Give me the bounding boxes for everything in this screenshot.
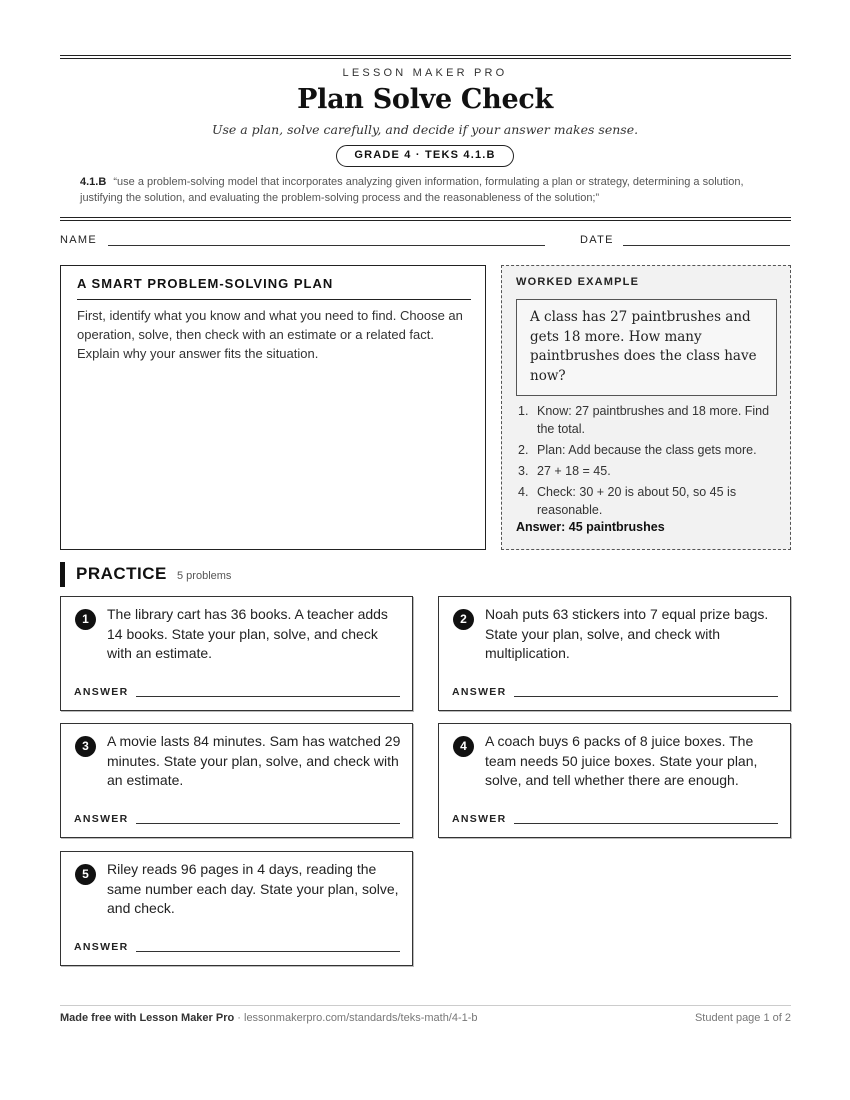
header-rule-top-1: [60, 55, 791, 56]
worked-step: [518, 462, 780, 480]
step-number: 3.: [518, 464, 529, 478]
footer-credit: [60, 1012, 478, 1024]
worked-example-answer: Answer: 45 paintbrushes: [516, 520, 665, 534]
step-text: Know: 27 paintbrushes and 18 more. Find the total.: [537, 404, 770, 436]
answer-label: ANSWER: [74, 813, 129, 825]
problem-card-4: [438, 723, 791, 838]
header-rule-bottom-2: [60, 220, 791, 221]
brand-name: LESSON MAKER PRO: [342, 67, 508, 79]
problem-text: A coach buys 6 packs of 8 juice boxes. The team needs 50 juice boxes. State your plan, solve, and tell whether there are enough.: [485, 733, 758, 788]
practice-title: PRACTICE: [76, 564, 167, 583]
problem-text: A movie lasts 84 minutes. Sam has watched 29 minutes. State your plan, solve, and check with an estimate.: [107, 733, 401, 788]
answer-label: ANSWER: [74, 941, 129, 953]
problem-text: Noah puts 63 stickers into 7 equal prize bags. State your plan, solve, and check with multiplication.: [485, 606, 769, 661]
step-text: 27 + 18 = 45.: [537, 464, 611, 478]
worked-example-box: [501, 265, 791, 550]
plan-divider: [77, 299, 471, 300]
answer-field[interactable]: [136, 951, 400, 952]
footer-brand: Made free with Lesson Maker Pro: [60, 1012, 235, 1024]
problem-number-badge: 1: [75, 609, 96, 630]
plan-heading: A SMART PROBLEM-SOLVING PLAN: [77, 276, 334, 291]
grade-badge: GRADE 4 · TEKS 4.1.B: [336, 145, 514, 167]
step-number: 1.: [518, 404, 529, 418]
page-subtitle: Use a plan, solve carefully, and decide if your answer makes sense.: [211, 122, 639, 137]
answer-label: ANSWER: [452, 686, 507, 698]
page-title: Plan Solve Check: [297, 84, 553, 115]
step-text: Check: 30 + 20 is about 50, so 45 is reasonable.: [537, 485, 737, 517]
answer-field[interactable]: [136, 696, 400, 697]
answer-label: ANSWER: [452, 813, 507, 825]
footer-divider: [60, 1005, 791, 1006]
standard-text: “use a problem-solving model that incorporates analyzing given information, formulating a plan or strategy, determining a solution, justifying the solution, and evaluating the problem-solving process and the reasonableness of the solution;”: [80, 176, 744, 204]
name-label: NAME: [60, 234, 97, 246]
problem-number-badge: 4: [453, 736, 474, 757]
page-indicator: Student page 1 of 2: [694, 1012, 791, 1024]
problem-card-1: [60, 596, 413, 711]
answer-label: ANSWER: [74, 686, 129, 698]
footer-separator: ·: [234, 1012, 244, 1024]
worked-example-heading: WORKED EXAMPLE: [516, 276, 640, 288]
problem-number-badge: 5: [75, 864, 96, 885]
answer-field[interactable]: [514, 823, 778, 824]
standard-code: 4.1.B: [80, 176, 107, 188]
worked-example-problem: A class has 27 paintbrushes and gets 18 more. How many paintbrushes does the class have now?: [516, 299, 777, 396]
step-number: 4.: [518, 485, 529, 499]
standard-description: [80, 174, 780, 206]
plan-box: [60, 265, 486, 550]
worked-step: [518, 402, 780, 438]
problem-number-badge: 2: [453, 609, 474, 630]
problem-number-badge: 3: [75, 736, 96, 757]
answer-field[interactable]: [514, 696, 778, 697]
worked-step: [518, 483, 780, 519]
problem-text: The library cart has 36 books. A teacher adds 14 books. State your plan, solve, and check with an estimate.: [107, 606, 388, 661]
practice-accent-bar: [60, 562, 65, 587]
footer-url[interactable]: lessonmakerpro.com/standards/teks-math/4-1-b: [244, 1012, 478, 1024]
problem-text: Riley reads 96 pages in 4 days, reading the same number each day. State your plan, solve, and check.: [107, 861, 399, 916]
problem-card-2: [438, 596, 791, 711]
date-label: DATE: [580, 234, 614, 246]
worked-example-steps: [518, 402, 780, 522]
practice-count: 5 problems: [177, 570, 232, 582]
date-field[interactable]: [623, 245, 790, 246]
problem-card-3: [60, 723, 413, 838]
name-field[interactable]: [108, 245, 545, 246]
plan-body: First, identify what you know and what you need to find. Choose an operation, solve, then check with an estimate or a related fact. Explain why your answer fits the situation.: [77, 308, 463, 361]
problem-card-5: [60, 851, 413, 966]
header-rule-top-2: [60, 58, 791, 59]
worked-step: [518, 441, 780, 459]
header-rule-bottom-1: [60, 217, 791, 218]
step-number: 2.: [518, 443, 529, 457]
step-text: Plan: Add because the class gets more.: [537, 443, 757, 457]
answer-field[interactable]: [136, 823, 400, 824]
